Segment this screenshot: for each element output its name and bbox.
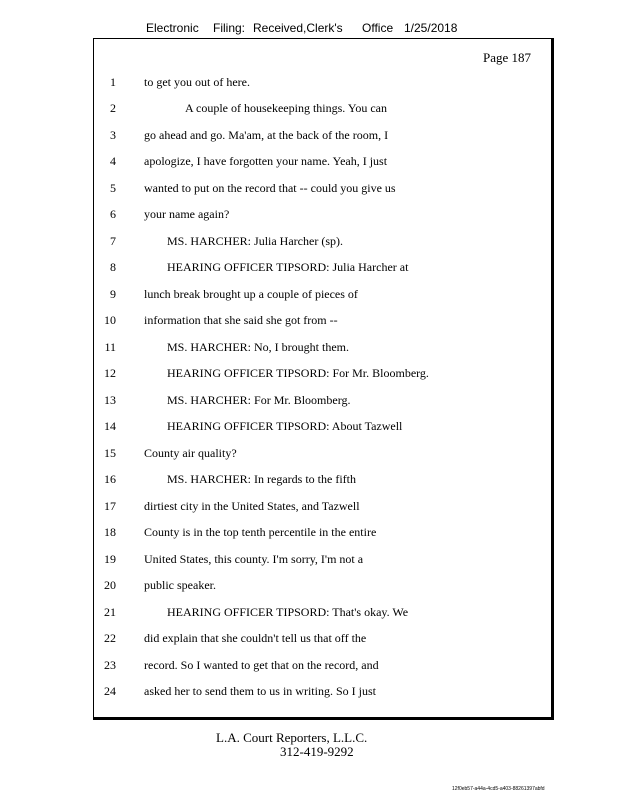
line-text: lunch break brought up a couple of pieces of (144, 287, 358, 301)
transcript-line (94, 522, 551, 542)
transcript-line (94, 390, 551, 410)
line-text: record. So I wanted to get that on the record, and (144, 658, 379, 672)
line-number: 3 (110, 128, 116, 142)
transcript-line (94, 496, 551, 516)
line-text: HEARING OFFICER TIPSORD: About Tazwell (167, 419, 403, 433)
line-number: 21 (104, 605, 116, 619)
line-text: did explain that she couldn't tell us that off the (144, 631, 367, 645)
filing-stamp-header (0, 21, 618, 39)
transcript-line (94, 655, 551, 675)
transcript-line (94, 602, 551, 622)
line-number: 4 (110, 154, 116, 168)
line-text: A couple of housekeeping things. You can (185, 101, 387, 115)
line-text: MS. HARCHER: No, I brought them. (167, 340, 350, 354)
line-number: 20 (104, 578, 116, 592)
transcript-line (94, 125, 551, 145)
line-text: asked her to send them to us in writing. So I just (144, 684, 376, 698)
line-number: 11 (104, 340, 116, 354)
header-word-date: 1/25/2018 (404, 21, 458, 35)
line-text: public speaker. (144, 578, 216, 592)
header-word-office: Office (362, 21, 394, 35)
transcript-line (94, 178, 551, 198)
line-text: United States, this county. I'm sorry, I'm not a (144, 552, 364, 566)
line-text: HEARING OFFICER TIPSORD: For Mr. Bloomberg. (167, 366, 429, 380)
transcript-page-frame (93, 38, 554, 720)
line-number: 16 (104, 472, 116, 486)
line-number: 19 (104, 552, 116, 566)
line-text: MS. HARCHER: In regards to the fifth (167, 472, 356, 486)
line-number: 6 (110, 207, 116, 221)
transcript-line (94, 416, 551, 436)
line-number: 9 (110, 287, 116, 301)
line-number: 7 (110, 234, 116, 248)
line-text: to get you out of here. (144, 75, 250, 89)
page-number: Page 187 (482, 50, 531, 65)
court-reporter-name: L.A. Court Reporters, L.L.C. (216, 730, 368, 745)
line-number: 24 (104, 684, 116, 698)
line-text: wanted to put on the record that -- could you give us (144, 181, 396, 195)
line-number: 22 (104, 631, 116, 645)
transcript-line (94, 204, 551, 224)
line-text: dirtiest city in the United States, and Tazwell (144, 499, 360, 513)
document-id: 12f0eb57-a44a-4cd5-a403-88261397abfd (452, 786, 545, 792)
line-text: HEARING OFFICER TIPSORD: Julia Harcher at (167, 260, 409, 274)
line-number: 17 (104, 499, 116, 513)
header-word-received: Received,Clerk's (253, 21, 343, 35)
line-text: MS. HARCHER: For Mr. Bloomberg. (167, 393, 351, 407)
line-number: 1 (110, 75, 116, 89)
transcript-line (94, 337, 551, 357)
transcript-line (94, 575, 551, 595)
line-text: go ahead and go. Ma'am, at the back of the room, I (144, 128, 389, 142)
transcript-line (94, 469, 551, 489)
line-number: 23 (104, 658, 116, 672)
court-reporter-phone: 312-419-9292 (280, 744, 354, 759)
line-text: apologize, I have forgotten your name. Yeah, I just (144, 154, 388, 168)
transcript-line (94, 310, 551, 330)
line-number: 14 (104, 419, 116, 433)
transcript-line (94, 231, 551, 251)
transcript-line (94, 98, 551, 118)
line-number: 15 (104, 446, 116, 460)
line-number: 12 (104, 366, 116, 380)
transcript-line (94, 257, 551, 277)
transcript-line (94, 284, 551, 304)
line-number: 8 (110, 260, 116, 274)
transcript-line (94, 549, 551, 569)
line-text: County is in the top tenth percentile in the entire (144, 525, 377, 539)
transcript-line (94, 363, 551, 383)
line-number: 5 (110, 181, 116, 195)
line-text: information that she said she got from -- (144, 313, 338, 327)
line-number: 18 (104, 525, 116, 539)
line-number: 10 (104, 313, 116, 327)
transcript-line (94, 151, 551, 171)
line-number: 2 (110, 101, 116, 115)
header-word-filing: Filing: (213, 21, 246, 35)
transcript-line (94, 72, 551, 92)
header-word-electronic: Electronic (146, 21, 199, 35)
line-number: 13 (104, 393, 116, 407)
line-text: HEARING OFFICER TIPSORD: That's okay. We (167, 605, 409, 619)
transcript-line (94, 628, 551, 648)
line-text: your name again? (144, 207, 230, 221)
line-text: MS. HARCHER: Julia Harcher (sp). (167, 234, 343, 248)
transcript-line (94, 681, 551, 701)
line-text: County air quality? (144, 446, 237, 460)
transcript-line (94, 443, 551, 463)
